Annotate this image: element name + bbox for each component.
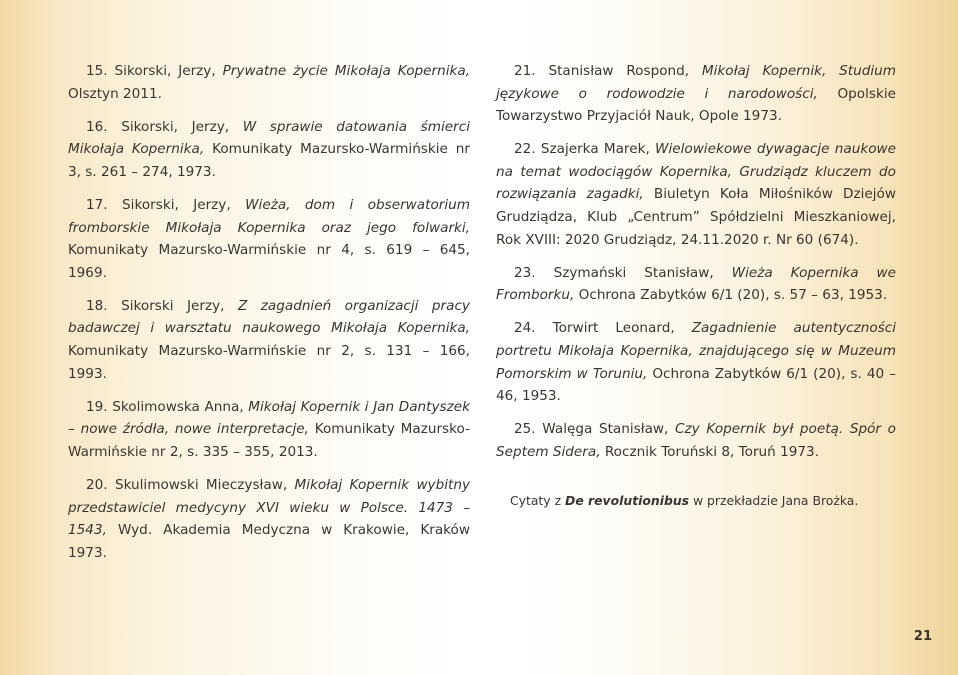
bibliography-entry: 23. Szymański Stanisław, Wieża Kopernika we Fromborku, Ochrona Zabytków 6/1 (20), s. 57 – 63, 1953.: [496, 264, 897, 304]
bibliography-entry: 24. Torwirt Leonard, Zagadnienie autentyczności portretu Mikołaja Kopernika, znajdującego się w Muzeum Pomorskim w Toruniu, Ochrona Zabytków 6/1 (20), s. 40 – 46, 1953.: [496, 320, 897, 405]
bibliography-entry: 22. Szajerka Marek, Wielowiekowe dywagacje naukowe na temat wodociągów Kopernika, Grudziądz kluczem do rozwiązania zagadki, Biuletyn Koła Miłośników Dziejów Grudziądza, Klub „Centrum” Spółdzielni Mieszkaniowej, Rok XVIII: 2020 Grudziądz, 24.11.2020 r. Nr 60 (674).: [496, 141, 896, 248]
bibliography-entry: 19. Skolimowska Anna, Mikołaj Kopernik i Jan Dantyszek – nowe źródła, nowe interpretacje, Komunikaty Mazursko-Warmińskie nr 2, s. 335 – 355, 2013.: [68, 398, 471, 460]
bibliography-entry: 15. Sikorski, Jerzy, Prywatne życie Mikołaja Kopernika, Olsztyn 2011.: [68, 63, 471, 102]
bibliography-right-column: [496, 60, 896, 524]
bibliography-left-column: [68, 60, 470, 575]
bibliography-entry: 17. Sikorski, Jerzy, Wieża, dom i obserwatorium fromborskie Mikołaja Kopernika oraz jego folwarki, Komunikaty Mazursko-Warmińskie nr 4, s. 619 – 645, 1969.: [68, 196, 470, 281]
bibliography-entry: 21. Stanisław Rospond, Mikołaj Kopernik, Studium językowe o rodowodzie i narodowości, Opolskie Towarzystwo Przyjaciół Nauk, Opole 1973.: [496, 63, 897, 125]
bibliography-entry: 16. Sikorski, Jerzy, W sprawie datowania śmierci Mikołaja Kopernika, Komunikaty Mazursko-Warmińskie nr 3, s. 261 – 274, 1973.: [68, 118, 471, 180]
page-number: 21: [913, 629, 932, 644]
bibliography-entry: 20. Skulimowski Mieczysław, Mikołaj Kopernik wybitny przedstawiciel medycyny XVI wieku w Polsce. 1473 – 1543, Wyd. Akademia Medyczna w Krakowie, Kraków 1973.: [68, 477, 470, 561]
bibliography-entry: 25. Walęga Stanisław, Czy Kopernik był poetą. Spór o Septem Sidera, Rocznik Toruński 8, Toruń 1973.: [496, 421, 897, 460]
bibliography-entry: 18. Sikorski Jerzy, Z zagadnień organizacji pracy badawczej i warsztatu naukowego Mikołaja Kopernika, Komunikaty Mazursko-Warmińskie nr 2, s. 131 – 166, 1993.: [68, 297, 470, 382]
quotation-source-note: Cytaty z De revolutionibus w przekładzie Jana Brożka.: [510, 492, 859, 508]
